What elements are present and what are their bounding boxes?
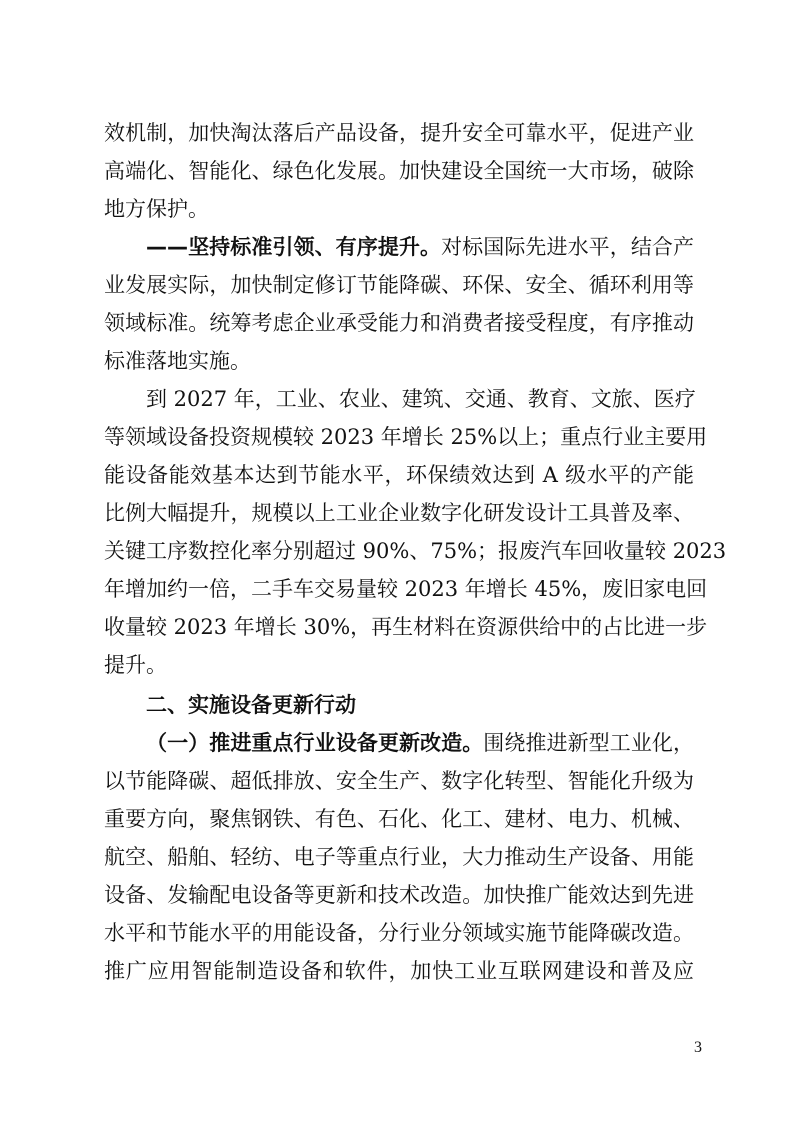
page-number: 3 [694, 1039, 702, 1056]
text-line: 收量较 2023 年增长 30%，再生材料在资源供给中的占比进一步 [104, 615, 708, 639]
text-line: 比例大幅提升，规模以上工业企业数字化研发设计工具普及率、 [104, 501, 694, 525]
text-line: 标准落地实施。 [104, 349, 251, 373]
text-line: 以节能降碳、超低排放、安全生产、数字化转型、智能化升级为 [104, 769, 694, 793]
text-span: 围绕推进新型工业化， [483, 731, 695, 755]
bold-lead-text: ——坚持标准引领、有序提升。 [146, 235, 442, 259]
text-line: 等领域设备投资规模较 2023 年增长 25%以上；重点行业主要用 [104, 425, 708, 449]
text-line: 关键工序数控化率分别超过 90%、75%；报废汽车回收量较 2023 [104, 539, 727, 563]
text-line [146, 728, 694, 758]
text-line: 水平和节能水平的用能设备，分行业分领域实施节能降碳改造。 [104, 921, 694, 945]
text-line: 设备、发输配电设备等更新和技术改造。加快推广能效达到先进 [104, 883, 694, 907]
text-line: 效机制，加快淘汰落后产品设备，提升安全可靠水平，促进产业 [104, 121, 694, 145]
section-heading: 二、实施设备更新行动 [146, 693, 356, 717]
text-line: 重要方向，聚焦钢铁、有色、石化、化工、建材、电力、机械、 [104, 807, 694, 831]
text-line: 航空、船舶、轻纺、电子等重点行业，大力推动生产设备、用能 [104, 845, 694, 869]
text-line [146, 232, 694, 262]
text-line: 业发展实际，加快制定修订节能降碳、环保、安全、循环利用等 [104, 273, 694, 297]
bold-lead-text: （一）推进重点行业设备更新改造。 [146, 731, 484, 755]
text-line: 领域标准。统筹考虑企业承受能力和消费者接受程度，有序推动 [104, 311, 694, 335]
text-line: 推广应用智能制造设备和软件，加快工业互联网建设和普及应 [104, 959, 694, 983]
text-line: 能设备能效基本达到节能水平，环保绩效达到 A 级水平的产能 [104, 463, 694, 487]
text-line: 提升。 [104, 653, 167, 677]
text-line: 年增加约一倍，二手车交易量较 2023 年增长 45%，废旧家电回 [104, 577, 708, 601]
text-line: 地方保护。 [104, 197, 209, 221]
text-span: 对标国际先进水平，结合产 [441, 235, 695, 259]
text-line: 高端化、智能化、绿色化发展。加快建设全国统一大市场，破除 [104, 159, 694, 183]
text-line: 到 2027 年，工业、农业、建筑、交通、教育、文旅、医疗 [146, 387, 696, 411]
